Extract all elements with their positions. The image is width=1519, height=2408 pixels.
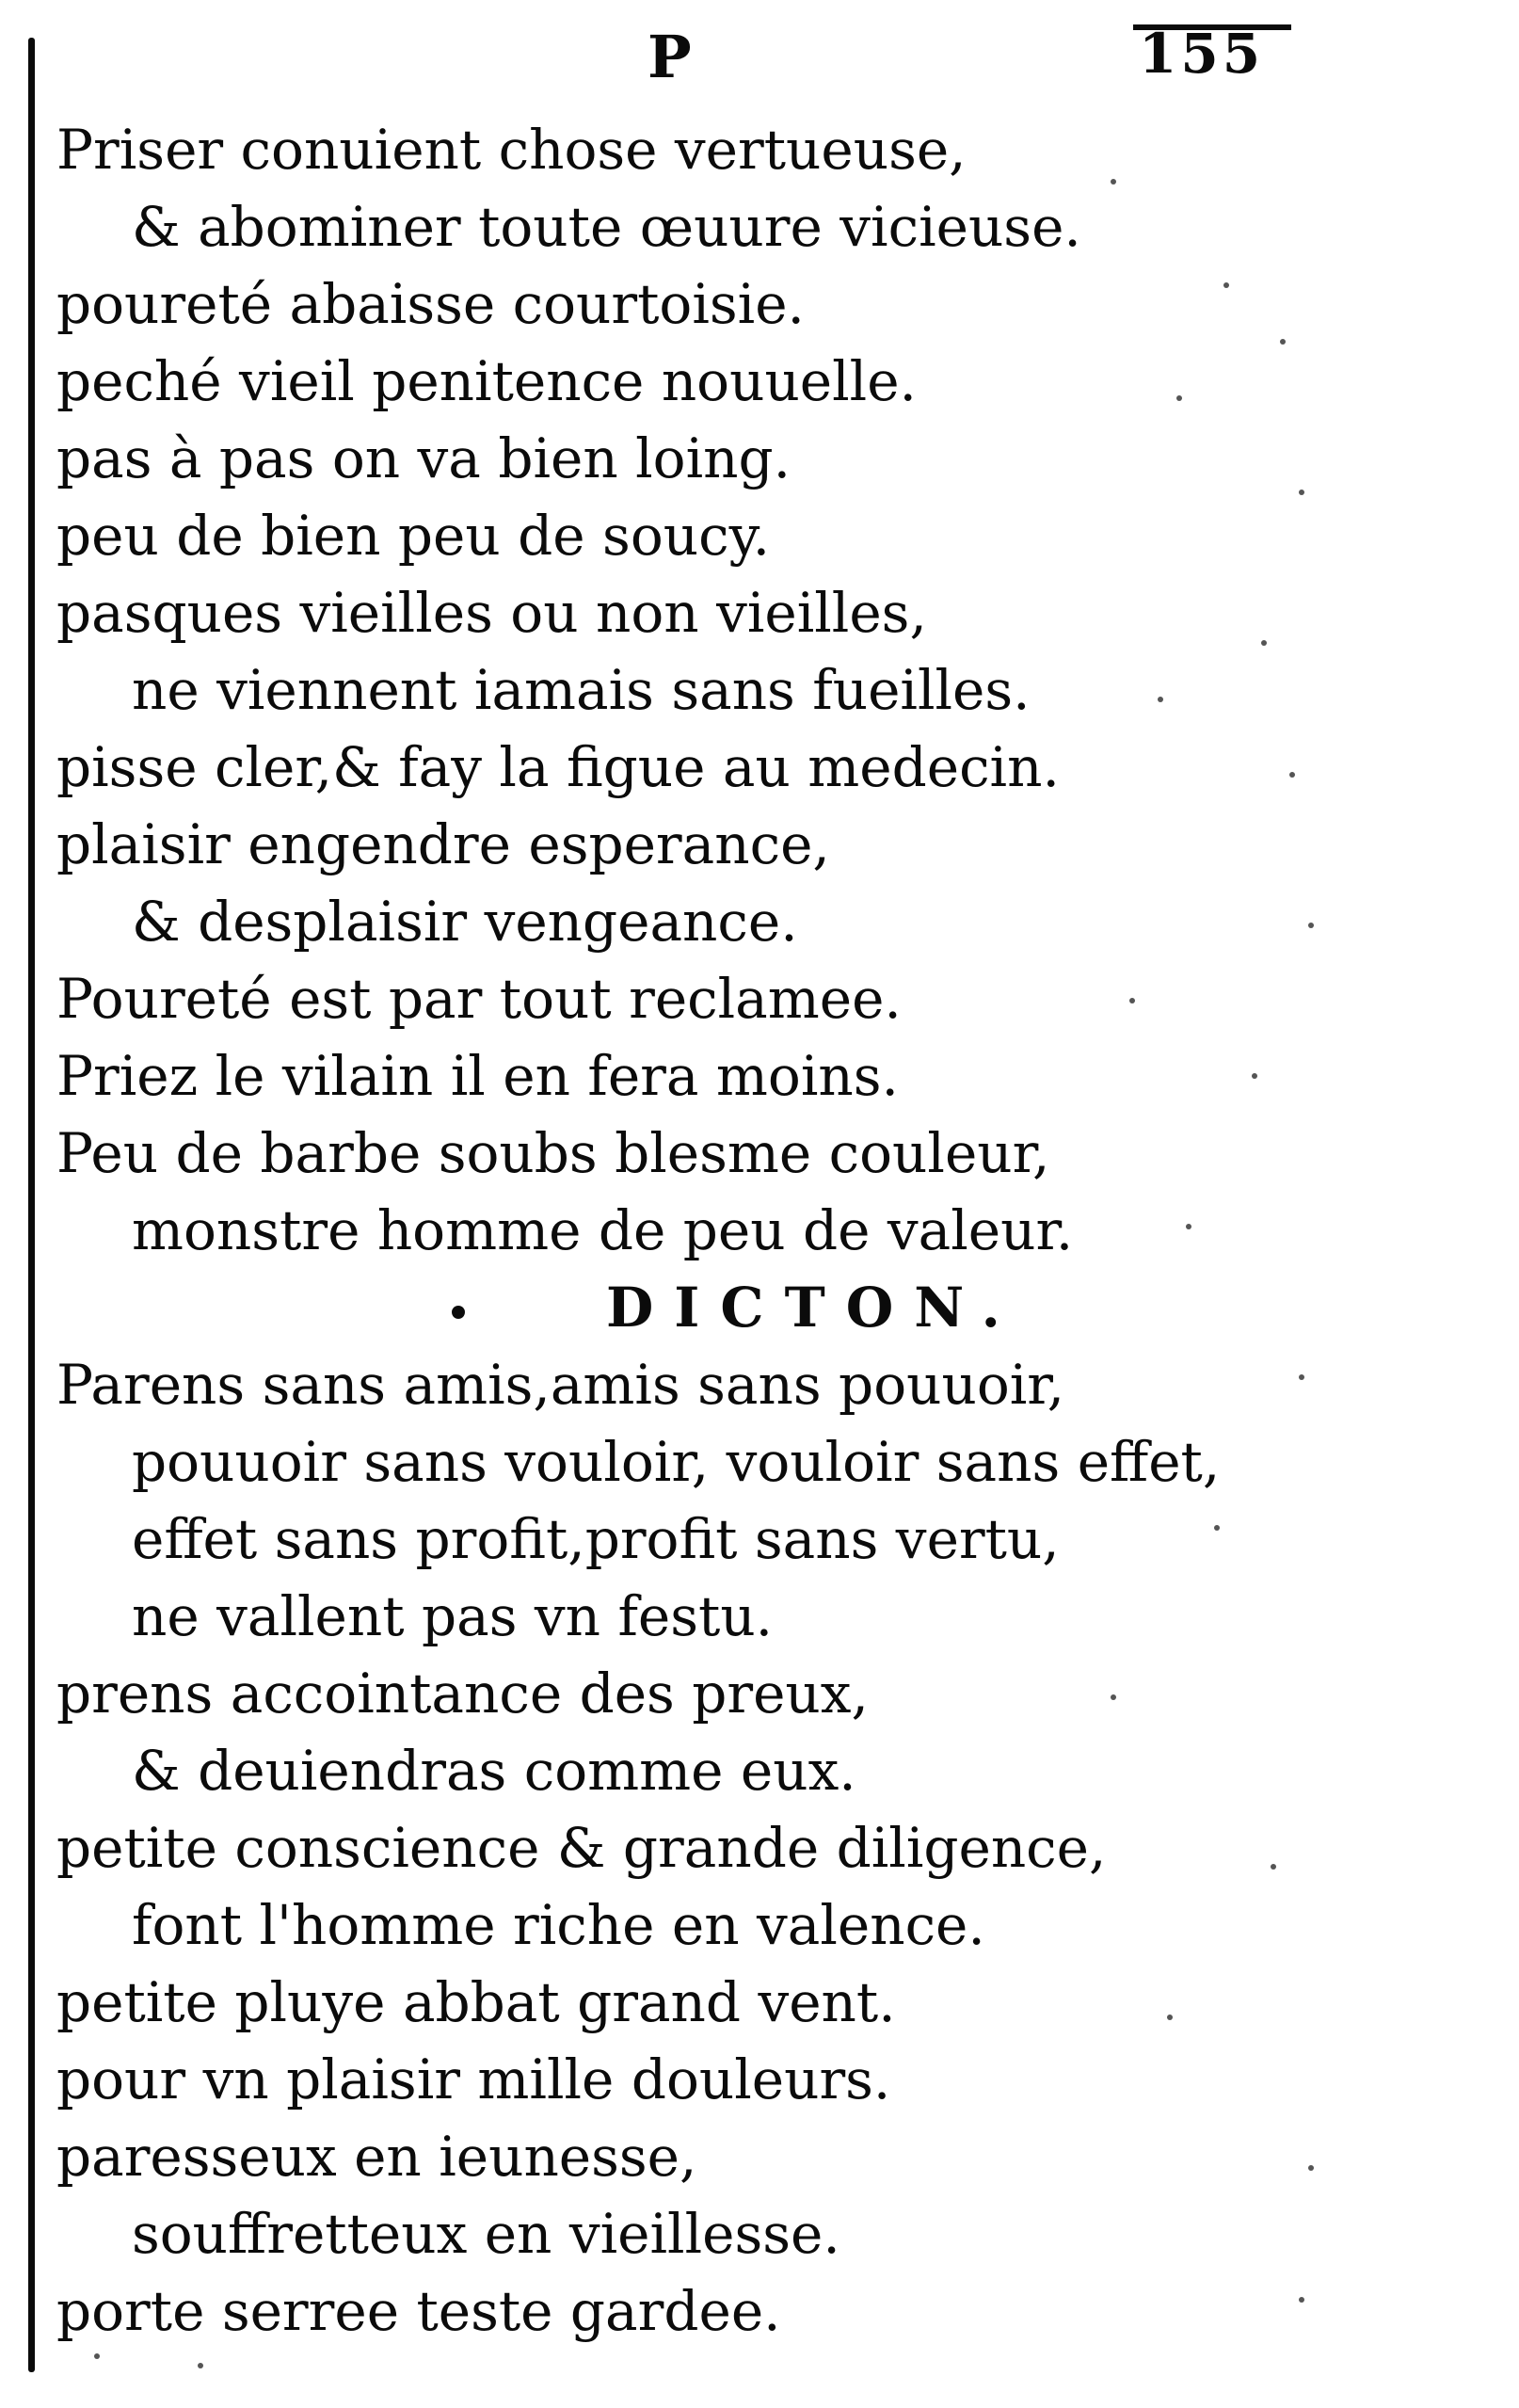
scan-speck — [94, 2353, 100, 2359]
proverb-line: petite conscience & grande diligence, — [56, 1816, 1107, 1880]
proverb-text-block — [56, 111, 1280, 2350]
page-edge-rule — [28, 38, 35, 2372]
proverb-line: Parens sans amis,amis sans pouuoir, — [56, 1353, 1065, 1417]
section-heading-text: DICTON. — [606, 1276, 1021, 1340]
scan-speck — [1186, 1224, 1191, 1229]
proverb-line: Priser conuient chose vertueuse, — [56, 118, 967, 182]
proverb-line: plaisir engendre esperance, — [56, 812, 830, 876]
scan-speck — [1129, 998, 1135, 1003]
scan-speck — [1111, 1694, 1116, 1700]
scan-speck — [1176, 395, 1182, 401]
proverb-line: pouuoir sans vouloir, vouloir sans effet, — [132, 1430, 1221, 1494]
ornament-dot — [452, 1306, 465, 1319]
scan-speck — [1308, 2165, 1314, 2171]
section-heading — [56, 1269, 1280, 1346]
proverb-line: Peu de barbe soubs blesme couleur, — [56, 1121, 1050, 1185]
proverb-line: paresseux en ieunesse, — [56, 2125, 697, 2189]
scan-speck — [1261, 640, 1267, 646]
scan-speck — [1214, 1525, 1220, 1531]
proverb-line: font l'homme riche en valence. — [132, 1893, 985, 1957]
proverb-line: effet sans profit,profit sans vertu, — [132, 1507, 1060, 1571]
proverb-line: Priez le vilain il en fera moins. — [56, 1044, 899, 1108]
scan-speck — [1111, 179, 1116, 185]
proverb-line: pisse cler,& fay la figue au medecin. — [56, 735, 1060, 799]
proverb-line: & deuiendras comme eux. — [132, 1739, 856, 1803]
scan-speck — [1280, 339, 1286, 345]
scan-speck — [1299, 1374, 1304, 1380]
proverb-line: poureté abaisse courtoisie. — [56, 272, 805, 336]
scan-speck — [1308, 923, 1314, 928]
scan-speck — [1299, 2297, 1304, 2303]
proverb-line: souffretteux en vieillesse. — [132, 2202, 840, 2266]
proverb-line: pour vn plaisir mille douleurs. — [56, 2047, 891, 2111]
proverb-line: Poureté est par tout reclamee. — [56, 967, 902, 1031]
scan-speck — [1158, 697, 1163, 702]
scan-speck — [1271, 1864, 1276, 1870]
proverb-line: peché vieil penitence nouuelle. — [56, 349, 917, 413]
proverb-line: ne viennent iamais sans fueilles. — [132, 658, 1031, 722]
proverb-line: porte serree teste gardee. — [56, 2279, 781, 2343]
proverb-line: pasques vieilles ou non vieilles, — [56, 581, 927, 645]
scan-speck — [1252, 1073, 1257, 1079]
scan-speck — [1167, 2015, 1173, 2020]
page-number: 155 — [1139, 22, 1265, 86]
scan-speck — [198, 2363, 203, 2368]
proverb-line: peu de bien peu de soucy. — [56, 504, 771, 568]
scan-speck — [1289, 772, 1295, 778]
scan-speck — [1223, 282, 1229, 288]
proverb-line: prens accointance des preux, — [56, 1662, 869, 1726]
proverb-line: petite pluye abbat grand vent. — [56, 1970, 896, 2034]
section-letter: P — [648, 23, 692, 91]
proverb-line: pas à pas on va bien loing. — [56, 426, 791, 490]
proverb-line: & abominer toute œuure vicieuse. — [132, 195, 1081, 259]
proverb-line: & desplaisir vengeance. — [132, 890, 798, 954]
scan-speck — [1299, 490, 1304, 495]
proverb-line: monstre homme de peu de valeur. — [132, 1198, 1074, 1262]
proverb-line: ne vallent pas vn festu. — [132, 1584, 774, 1648]
